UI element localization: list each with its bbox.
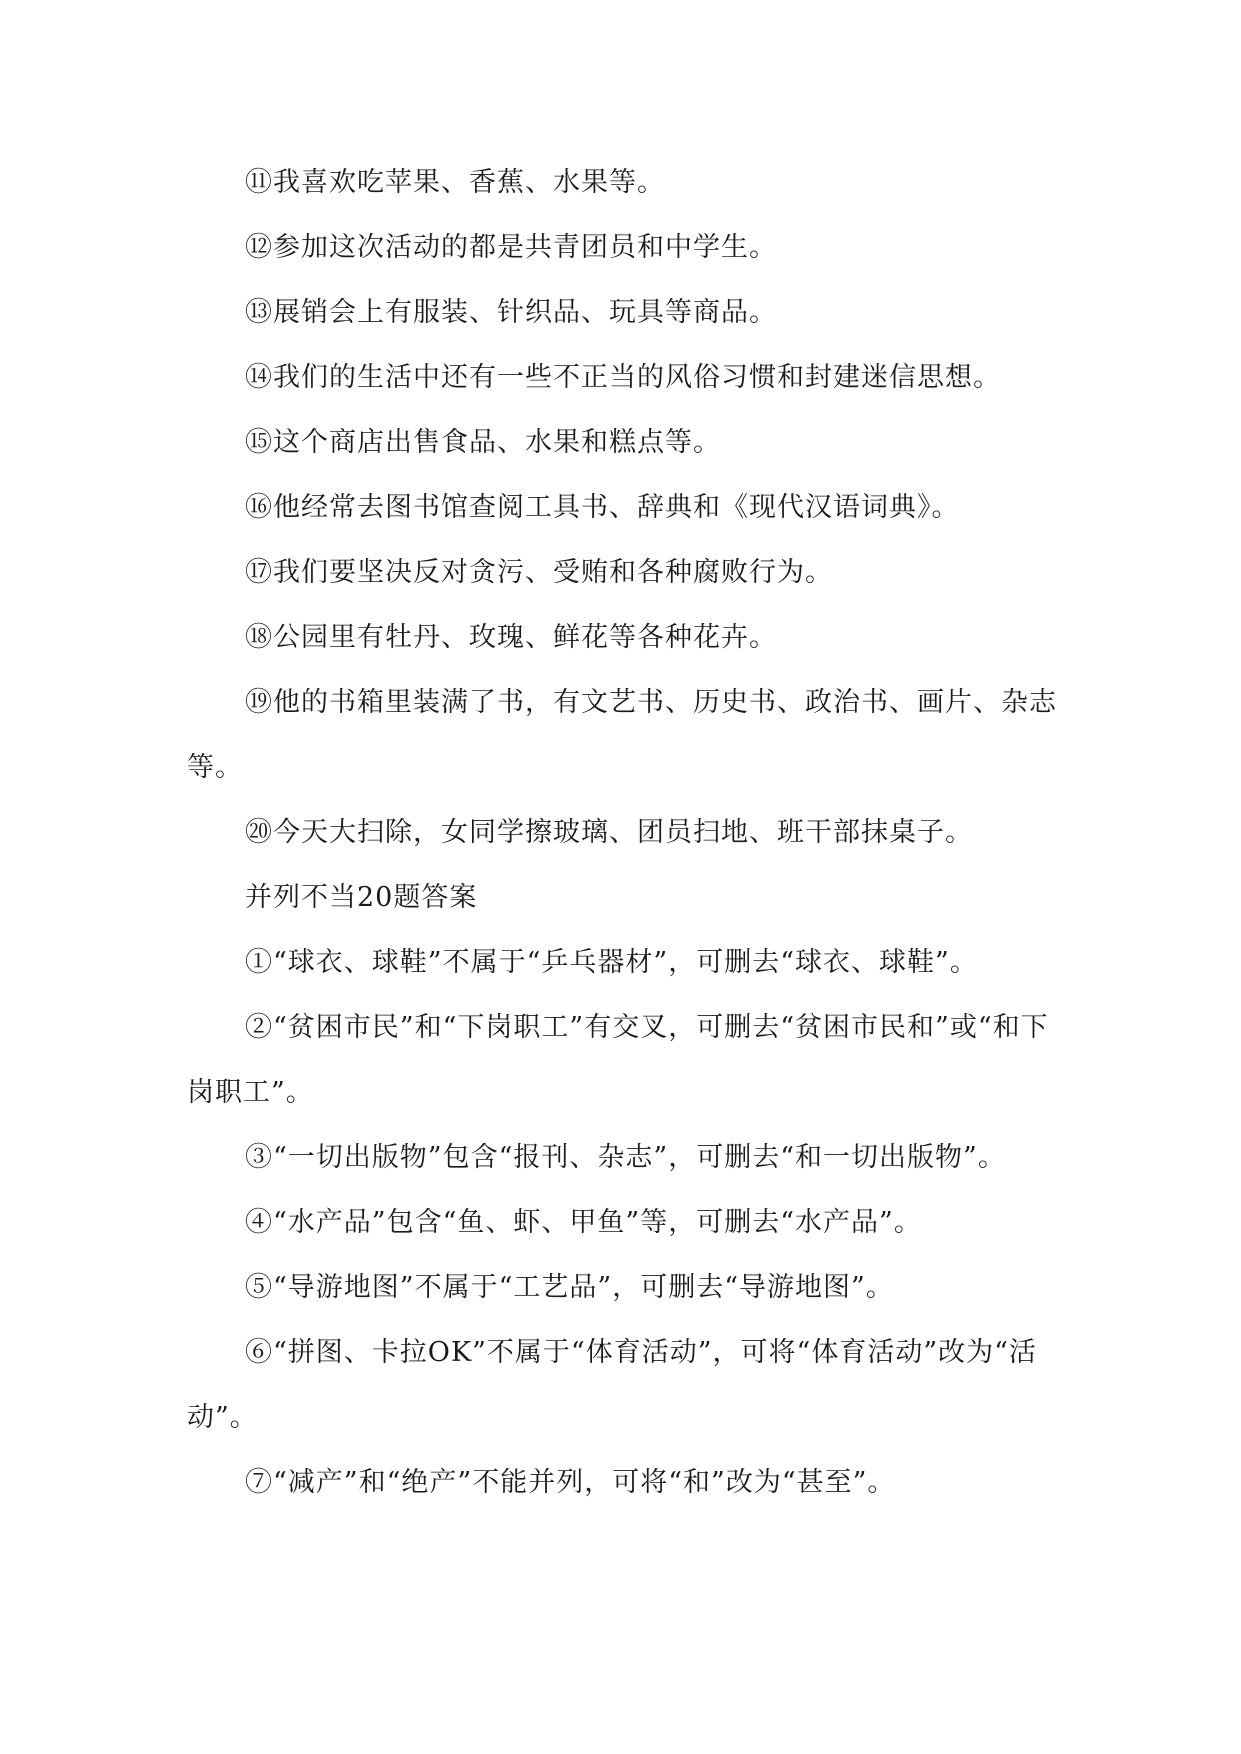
paragraph-18: ⑱公园里有牡丹、玫瑰、鲜花等各种花卉。 [245,622,777,653]
paragraph-17: ⑰我们要坚决反对贪污、受贿和各种腐败行为。 [245,557,833,588]
paragraph-19: ⑲他的书箱里装满了书，有文艺书、历史书、政治书、画片、杂志等。 [187,687,1057,783]
paragraph-14: ⑭我们的生活中还有一些不正当的风俗习惯和封建迷信思想。 [245,362,1001,393]
paragraph-16: ⑯他经常去图书馆查阅工具书、辞典和《现代汉语词典》。 [245,492,960,523]
paragraph-13: ⑬展销会上有服装、针织品、玩具等商品。 [245,297,777,328]
answer-6: ⑥“拼图、卡拉OK”不属于“体育活动”，可将“体育活动”改为“活动”。 [187,1337,1037,1433]
paragraph-20: ⑳今天大扫除，女同学擦玻璃、团员扫地、班干部抹桌子。 [245,817,973,848]
answer-7: ⑦“减产”和“绝产”不能并列，可将“和”改为“甚至”。 [245,1467,896,1498]
document-body [187,150,1067,1515]
paragraph-12: ⑫参加这次活动的都是共青团员和中学生。 [245,232,777,263]
answer-3: ③“一切出版物”包含“报刊、杂志”，可删去“和一切出版物”。 [245,1142,1006,1173]
answers-heading: 并列不当20题答案 [245,882,478,913]
answer-4: ④“水产品”包含“鱼、虾、甲鱼”等，可删去“水产品”。 [245,1207,922,1238]
paragraph-11: ⑪我喜欢吃苹果、香蕉、水果等。 [245,167,665,198]
answer-5: ⑤“导游地图”不属于“工艺品”，可删去“导游地图”。 [245,1272,894,1303]
answer-2: ②“贫困市民”和“下岗职工”有交叉，可删去“贫困市民和”或“和下岗职工”。 [187,1012,1049,1108]
answer-1: ①“球衣、球鞋”不属于“乒乓器材”，可删去“球衣、球鞋”。 [245,947,978,978]
paragraph-15: ⑮这个商店出售食品、水果和糕点等。 [245,427,721,458]
